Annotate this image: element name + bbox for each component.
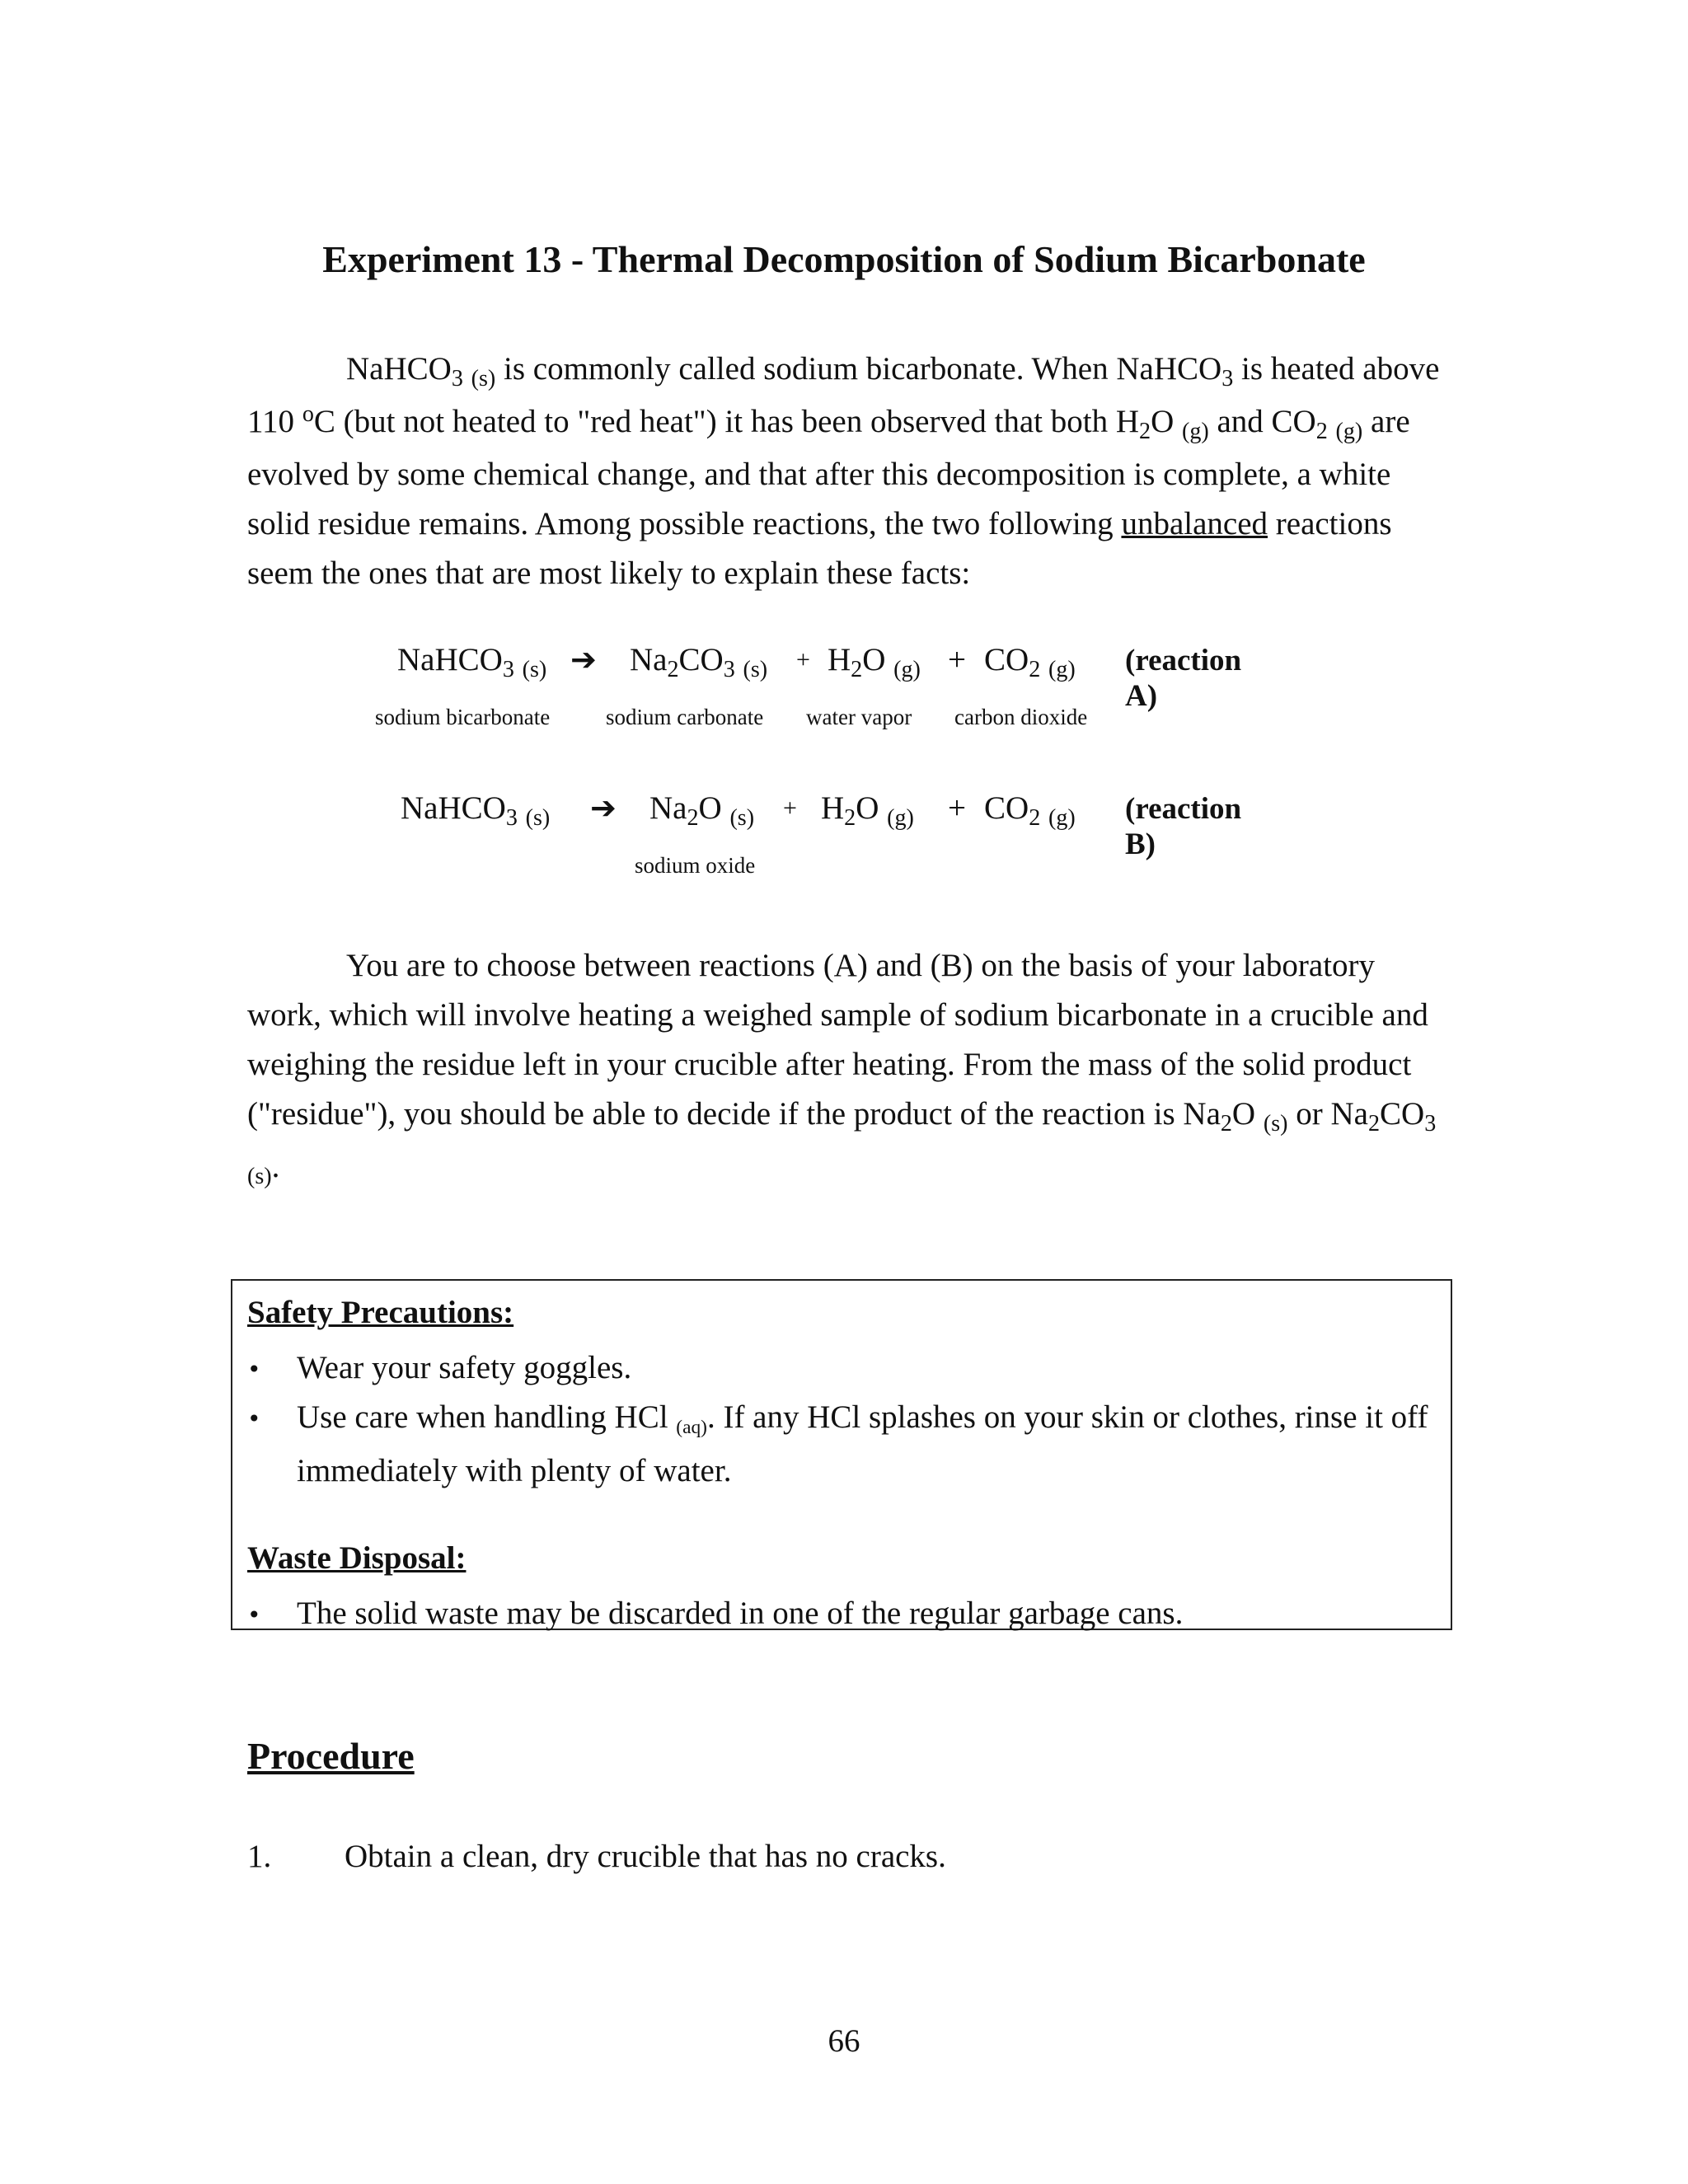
reaction-a-product-3: $CO_2$ $_{(g)}$ (984, 642, 1076, 682)
page-title: Experiment 13 - Thermal Decomposition of Sodium Bicarbonate (322, 238, 1366, 280)
plus-sign: + (783, 794, 797, 822)
reaction-b-tag: (reaction B) (1125, 792, 1242, 861)
waste-heading: Waste Disposal: (247, 1540, 467, 1576)
safety-box (231, 1279, 1452, 1630)
reaction-a-tag: (reaction A) (1125, 644, 1242, 713)
label-sodium-oxide: sodium oxide (635, 853, 756, 878)
choice-paragraph: You are to choose between reactions (A) and (B) on the basis of your laboratory work, which will involve heating a weighed sample of sodium bicarbonate in a crucible and weighing the residue left in your crucible after heating. From the mass of the solid product ("residue"), you should be able to decide if the product of the reaction is $Na_2O$ $_{(s)}$ or $Na_2CO_3$ $_{(s)}$. (247, 948, 1437, 1189)
reaction-a-product-1: $Na_2CO_3$ $_{(s)}$ (630, 642, 768, 682)
reaction-b-product-2: $H_2O$ $_{(g)}$ (821, 790, 914, 831)
label-carbon-dioxide: carbon dioxide (954, 705, 1088, 729)
reaction-b-product-3: $CO_2$ $_{(g)}$ (984, 790, 1076, 831)
bullet-icon: • (247, 1601, 261, 1629)
reaction-arrow-icon: ➔ (590, 790, 617, 826)
step-number: 1. (247, 1839, 272, 1874)
label-water-vapor: water vapor (806, 705, 912, 729)
reaction-arrow-icon: ➔ (570, 641, 597, 677)
procedure-heading: Procedure (247, 1735, 415, 1777)
intro-paragraph: NaHCO$_3$ $_{(s)}$ is commonly called sodium bicarbonate. When NaHCO$_3$ is heated above 110 $^o$C (but not heated to "red heat") it has been observed that both $H_2O$ $_{(g)}$ and $CO_2$ $_{(g)}$ are evolved by some chemical change, and that after this decomposition is complete, a white solid residue remains. Among possible reactions, the two following unbalanced reactions seem the ones that are most likely to explain these facts: (247, 351, 1440, 591)
list-item: • The solid waste may be discarded in one of the regular garbage cans. (247, 1589, 1434, 1638)
label-sodium-bicarbonate: sodium bicarbonate (375, 705, 551, 729)
step-text: Obtain a clean, dry crucible that has no cracks. (345, 1839, 946, 1874)
page-number: 66 (828, 2023, 860, 2059)
reaction-b-product-1: $Na_2O$ $_{(s)}$ (649, 790, 755, 831)
unbalanced-underline: unbalanced (1121, 506, 1268, 541)
label-sodium-carbonate: sodium carbonate (606, 705, 764, 729)
bullet-icon: • (247, 1356, 261, 1383)
plus-sign: + (948, 642, 966, 677)
list-item: • Use care when handling HCl (aq). If any HCl splashes on your skin or clothes, rinse it off immediately with plenty of water. (247, 1393, 1434, 1492)
plus-sign: + (796, 646, 810, 673)
list-item: • Wear your safety goggles. (247, 1343, 1434, 1393)
bullet-icon: • (247, 1405, 261, 1432)
safety-heading: Safety Precautions: (247, 1295, 514, 1330)
reaction-a-reactant: NaHCO$_3$ $_{(s)}$ (397, 642, 547, 682)
plus-sign: + (948, 790, 966, 826)
reaction-b-reactant: NaHCO$_3$ $_{(s)}$ (401, 790, 551, 831)
reaction-a-product-2: $H_2O$ $_{(g)}$ (828, 642, 921, 682)
